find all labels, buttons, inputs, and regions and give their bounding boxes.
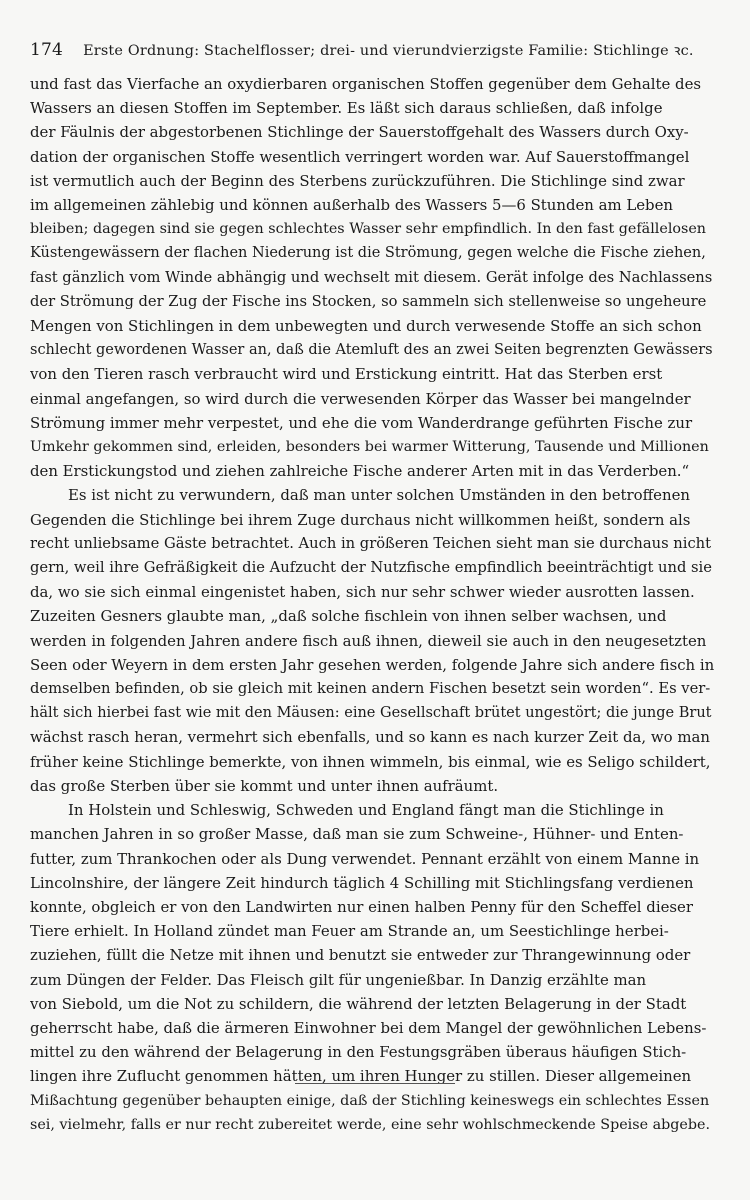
text-line: zum Düngen der Felder. Das Fleisch gilt für ungenießbar. In Danzig erzählte man xyxy=(30,970,647,989)
page-number: 174 xyxy=(30,40,64,60)
text-line: Tiere erhielt. In Holland zündet man Feuer am Strande an, um Seestichlinge herbei- xyxy=(30,922,669,941)
paragraph-first-line: In Holstein und Schleswig, Schweden und England fängt man die Stichlinge in xyxy=(68,801,664,820)
text-line: futter, zum Thrankochen oder als Dung verwendet. Pennant erzählt von einem Manne in xyxy=(30,849,700,868)
text-line: schlecht gewordenen Wasser an, daß die Atemluft des an zwei Seiten begrenzten Gewässers xyxy=(30,342,713,359)
text-line: von den Tieren rasch verbraucht wird und Erstickung eintritt. Hat das Sterben erst xyxy=(30,365,663,384)
text-line: konnte, obgleich er von den Landwirten nur einen halben Penny für den Scheffel dieser xyxy=(30,897,693,916)
text-line: geherrscht habe, daß die ärmeren Einwohner bei dem Mangel der gewöhnlichen Lebens- xyxy=(30,1018,707,1037)
text-line: ist vermutlich auch der Beginn des Sterbens zurückzuführen. Die Stichlinge sind zwar xyxy=(30,171,685,190)
text-line: dation der organischen Stoffe wesentlich verringert worden war. Auf Sauerstoffmangel xyxy=(30,147,690,166)
text-line: Zuzeiten Gesners glaubte man, „daß solche fischlein von ihnen selber wachsen, und xyxy=(30,607,667,626)
paragraph-first-line: Es ist nicht zu verwundern, daß man unter solchen Umständen in den betroffenen xyxy=(68,486,690,505)
text-line: Strömung immer mehr verpestet, und ehe die vom Wanderdrange geführten Fische zur xyxy=(30,413,693,432)
text-line: fast gänzlich vom Winde abhängig und wechselt mit diesem. Gerät infolge des Nachlassens xyxy=(30,268,713,286)
text-line: der Fäulnis der abgestorbenen Stichlinge der Sauerstoffgehalt des Wassers durch Oxy- xyxy=(30,123,689,142)
text-line: im allgemeinen zählebig und können außerhalb des Wassers 5—6 Stunden am Leben xyxy=(30,196,673,215)
text-line: Wassers an diesen Stoffen im September. Es läßt sich daraus schließen, daß infolge xyxy=(30,99,663,118)
text-line: zuziehen, füllt die Netze mit ihnen und benutzt sie entweder zur Thrangewinnung oder xyxy=(30,946,691,965)
text-line: bleiben; dagegen sind sie gegen schlechtes Wasser sehr empfindlich. In den fast gefällelosen xyxy=(30,221,707,238)
text-line: früher keine Stichlinge bemerkte, von ihnen wimmeln, bis einmal, wie es Seligo schildert, xyxy=(30,752,711,771)
text-line: Umkehr gekommen sind, erleiden, besonders bei warmer Witterung, Tausende und Millionen xyxy=(30,439,709,456)
body-text xyxy=(30,72,714,1137)
text-line: manchen Jahren in so großer Masse, daß man sie zum Schweine-, Hühner- und Enten- xyxy=(30,825,684,844)
text-line: Seen oder Weyern in dem ersten Jahr gesehen werden, folgende Jahre sich andere fisch in xyxy=(30,655,714,674)
text-line: und fast das Vierfache an oxydierbaren organischen Stoffen gegenüber dem Gehalte des xyxy=(30,75,702,93)
text-line: das große Sterben über sie kommt und unter ihnen aufräumt. xyxy=(30,776,499,795)
text-line: Mißachtung gegenüber behaupten einige, daß der Stichling keineswegs ein schlechtes Essen xyxy=(30,1092,710,1109)
text-line: einmal angefangen, so wird durch die verwesenden Körper das Wasser bei mangelnder xyxy=(30,389,691,408)
text-line: der Strömung der Zug der Fische ins Stocken, so sammeln sich stellenweise so ungeheure xyxy=(30,292,707,310)
text-line: gern, weil ihre Gefräßigkeit die Aufzucht der Nutzfische empfindlich beeinträchtigt und sie xyxy=(30,559,712,577)
text-line: werden in folgenden Jahren andere fisch auß ihnen, dieweil sie auch in den neugesetzten xyxy=(30,631,707,650)
running-title: Erste Ordnung: Stachelflosser; drei- und vierundvierzigste Familie: Stichlinge ꝛc. xyxy=(83,43,694,59)
text-line: wächst rasch heran, vermehrt sich ebenfalls, und so kann es nach kurzer Zeit da, wo man xyxy=(30,728,710,747)
text-line: recht unliebsame Gäste betrachtet. Auch in größeren Teichen sieht man sie durchaus nicht xyxy=(30,534,712,552)
text-line: Lincolnshire, der längere Zeit hindurch täglich 4 Schilling mit Stichlingsfang verdienen xyxy=(30,873,694,892)
text-line: mittel zu den während der Belagerung in den Festungsgräben überaus häufigen Stich- xyxy=(30,1043,687,1062)
text-line: Gegenden die Stichlinge bei ihrem Zuge durchaus nicht willkommen heißt, sondern als xyxy=(30,510,691,529)
text-line: lingen ihre Zuflucht genommen hätten, um ihren Hunger zu stillen. Dieser allgemeinen xyxy=(30,1067,692,1086)
text-line: da, wo sie sich einmal eingenistet haben, sich nur sehr schwer wieder ausrotten lassen. xyxy=(30,583,695,602)
text-line: Küstengewässern der flachen Niederung ist die Strömung, gegen welche die Fische ziehen, xyxy=(30,245,706,262)
page-header xyxy=(30,40,715,60)
text-line: hält sich hierbei fast wie mit den Mäusen: eine Gesellschaft brütet ungestört; die junge Brut xyxy=(30,705,712,722)
text-line: sei, vielmehr, falls er nur recht zubereitet werde, eine sehr wohlschmeckende Speise abgebe. xyxy=(30,1116,711,1133)
text-line: von Siebold, um die Not zu schildern, die während der letzten Belagerung in der Stadt xyxy=(30,994,687,1013)
text-line: den Erstickungstod und ziehen zahlreiche Fische anderer Arten mit in das Verderben.“ xyxy=(30,462,690,481)
end-rule-divider xyxy=(295,1083,455,1084)
text-line: Mengen von Stichlingen in dem unbewegten und durch verwesende Stoffe an sich schon xyxy=(30,317,702,336)
text-line: demselben befinden, ob sie gleich mit keinen andern Fischen besetzt sein worden“. Es ver- xyxy=(30,680,711,698)
